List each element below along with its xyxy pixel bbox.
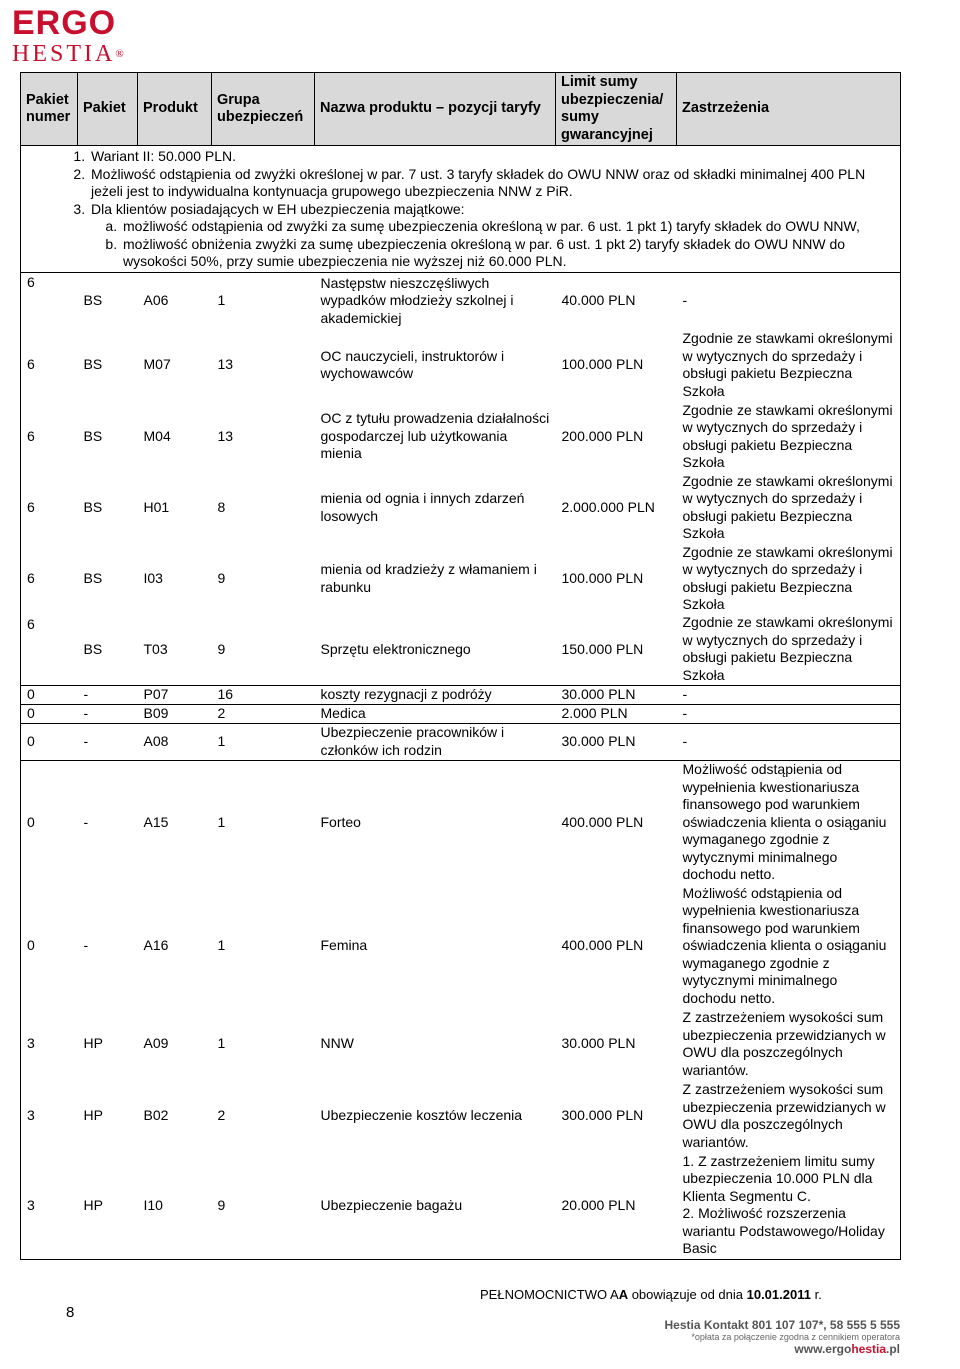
cell-zastrzezenia: Zgodnie ze stawkami określonymi w wytycznych do sprzedaży i obsługi pakietu Bezpieczna Szkoła (677, 614, 901, 685)
table-row (21, 272, 901, 329)
cell-limit: 30.000 PLN (556, 723, 677, 760)
cell-zastrzezenia: Możliwość odstąpienia od wypełnienia kwestionariusza finansowego pod warunkiem oświadczenia klienta o osiąganiu wymaganego zgodnie z wytycznymi minimalnego dochodu netto. (677, 760, 901, 884)
header-produkt: Produkt (138, 73, 212, 146)
cell-pakiet: - (78, 685, 138, 704)
cell-pakiet: - (78, 723, 138, 760)
header-grupa: Grupa ubezpieczeń (212, 73, 315, 146)
cell-produkt: I03 (143, 569, 163, 586)
note-1: 1. Wariant II: 50.000 PLN. (89, 148, 894, 166)
table-row (21, 1080, 901, 1152)
cell-grupa: 13 (217, 356, 234, 373)
cell-produkt: B09 (138, 704, 212, 723)
cell-limit: 30.000 PLN (556, 685, 677, 704)
table-header-row (21, 73, 901, 146)
cell-pakiet: - (78, 760, 138, 884)
cell-produkt: H01 (143, 498, 170, 515)
table-row (21, 1152, 901, 1259)
cell-nazwa: mienia od kradzieży z włamaniem i rabunku (320, 561, 537, 595)
cell-numer: 0 (21, 685, 78, 704)
cell-zastrzezenia: - (677, 704, 901, 723)
registered-mark: ® (115, 48, 127, 60)
ergo-hestia-logo (12, 6, 132, 68)
cell-grupa: 2 (217, 1107, 226, 1124)
cell-nazwa: Następstw nieszczęśliwych wypadków młodzieży szkolnej i akademickiej (315, 272, 556, 329)
cell-grupa: 1 (212, 272, 315, 329)
logo-hestia: HESTIA (12, 41, 116, 67)
header-pakiet: Pakiet (78, 73, 138, 146)
cell-grupa: 1 (217, 1035, 226, 1052)
cell-limit: 100.000 PLN (561, 569, 644, 586)
table-row (21, 1008, 901, 1080)
cell-zastrzezenia: Z zastrzeżeniem wysokości sum ubezpieczenia przewidzianych w OWU dla poszczególnych wariantów. (677, 1008, 901, 1080)
cell-grupa: 1 (212, 760, 315, 884)
note-3a: a. możliwość odstąpienia od zwyżki za sumę ubezpieczenia określoną w par. 6 ust. 1 pkt 1) taryfy składek do OWU NNW, (121, 218, 894, 236)
cell-limit: 400.000 PLN (561, 937, 644, 954)
cell-numer: 3 (21, 1008, 78, 1080)
cell-numer: 6 (21, 543, 78, 614)
table-row (21, 685, 901, 704)
cell-pakiet: BS (83, 569, 103, 586)
notes-list (53, 148, 894, 271)
website-link[interactable]: www.ergohestia.pl (794, 1342, 900, 1356)
cell-limit: 30.000 PLN (561, 1035, 636, 1052)
cell-zastrzezenia: Możliwość odstąpienia od wypełnienia kwestionariusza finansowego pod warunkiem oświadczenia klienta o osiąganiu wymaganego zgodnie z wytycznymi minimalnego dochodu netto. (677, 884, 901, 1008)
table-row (21, 543, 901, 614)
cell-zastrzezenia: - (677, 685, 901, 704)
cell-zastrzezenia: - (677, 723, 901, 760)
cell-zastrzezenia (677, 1152, 901, 1259)
cell-pakiet: BS (83, 498, 103, 515)
cell-nazwa: mienia od ognia i innych zdarzeń losowych (320, 490, 525, 524)
cell-produkt: T03 (143, 640, 168, 657)
cell-numer: 6 (21, 272, 78, 329)
table-row (21, 723, 901, 760)
cell-numer: 0 (21, 704, 78, 723)
cell-produkt: M04 (143, 427, 171, 444)
note-date: 10.01.2011 (746, 1287, 811, 1302)
cell-produkt: A08 (138, 723, 212, 760)
notes-row (21, 146, 901, 273)
table-row (21, 614, 901, 685)
cell-pakiet: HP (78, 1152, 138, 1259)
footer-validity-note (480, 1287, 822, 1302)
cell-produkt: A16 (143, 937, 169, 954)
zastrzezenie-line-1: 1. Z zastrzeżeniem limitu sumy ubezpieczenia 10.000 PLN dla Klienta Segmentu C. (682, 1152, 875, 1204)
cell-limit: 200.000 PLN (561, 427, 644, 444)
cell-pakiet: - (83, 937, 89, 954)
header-zastrzezenia: Zastrzeżenia (677, 73, 901, 146)
cell-pakiet: - (78, 704, 138, 723)
cell-grupa: 1 (212, 723, 315, 760)
cell-grupa: 13 (217, 427, 234, 444)
note-mid: obowiązuje od dnia (628, 1287, 747, 1302)
cell-limit: 400.000 PLN (556, 760, 677, 884)
cell-limit: 150.000 PLN (561, 640, 644, 657)
cell-pakiet: BS (83, 356, 103, 373)
contact-block (660, 1318, 900, 1356)
cell-pakiet: HP (83, 1035, 103, 1052)
cell-numer: 3 (21, 1080, 78, 1152)
cell-nazwa: OC nauczycieli, instruktorów i wychowawców (320, 347, 505, 381)
cell-numer: 6 (21, 401, 78, 472)
header-nazwa: Nazwa produktu – pozycji taryfy (315, 73, 556, 146)
cell-grupa: 2 (212, 704, 315, 723)
cell-produkt: A09 (143, 1035, 169, 1052)
cell-nazwa: Ubezpieczenie pracowników i członków ich rodzin (315, 723, 556, 760)
hotline-note: *opłata za połączenie zgodna z cennikiem operatora (691, 1332, 900, 1342)
cell-pakiet: BS (83, 640, 103, 657)
cell-grupa: 1 (217, 937, 226, 954)
cell-numer: 6 (21, 614, 78, 685)
cell-grupa: 16 (212, 685, 315, 704)
cell-produkt: P07 (138, 685, 212, 704)
zastrzezenie-line-2: 2. Możliwość rozszerzenia wariantu Podstawowego/Holiday Basic (682, 1205, 885, 1257)
cell-numer: 6 (21, 329, 78, 401)
note-prefix: PEŁNOMOCNICTWO A (480, 1287, 619, 1302)
tariff-table (20, 72, 901, 1260)
page-number: 8 (66, 1304, 75, 1321)
cell-pakiet: BS (83, 427, 103, 444)
cell-numer: 0 (21, 884, 78, 1008)
cell-zastrzezenia: Zgodnie ze stawkami określonymi w wytycznych do sprzedaży i obsługi pakietu Bezpieczna Szkoła (677, 329, 901, 401)
cell-grupa: 9 (212, 1152, 315, 1259)
cell-limit: 2.000 PLN (556, 704, 677, 723)
note-bold: A (618, 1287, 629, 1302)
note-3: Dla klientów posiadających w EH ubezpieczenia majątkowe: (91, 200, 465, 217)
header-limit: Limit sumy ubezpieczenia/ sumy gwarancyjnej (556, 73, 677, 146)
header-pakiet-numer: Pakiet numer (21, 73, 78, 146)
cell-nazwa: Sprzętu elektronicznego (320, 640, 471, 657)
cell-numer: 0 (21, 723, 78, 760)
cell-produkt: M07 (143, 356, 171, 373)
table-row (21, 401, 901, 472)
cell-pakiet: BS (78, 272, 138, 329)
hotline: Hestia Kontakt 801 107 107*, 58 555 5 555 (664, 1318, 900, 1332)
cell-produkt: A15 (138, 760, 212, 884)
cell-grupa: 9 (217, 640, 226, 657)
table-row (21, 329, 901, 401)
cell-zastrzezenia: Zgodnie ze stawkami określonymi w wytycznych do sprzedaży i obsługi pakietu Bezpieczna Szkoła (677, 543, 901, 614)
cell-nazwa: OC z tytułu prowadzenia działalności gospodarczej lub użytkowania mienia (320, 410, 550, 462)
table-row (21, 472, 901, 543)
cell-zastrzezenia: - (677, 272, 901, 329)
cell-nazwa: Medica (315, 704, 556, 723)
cell-nazwa: Femina (320, 937, 368, 954)
cell-limit: 100.000 PLN (561, 356, 644, 373)
note-suffix: r. (810, 1287, 822, 1302)
cell-zastrzezenia: Z zastrzeżeniem wysokości sum ubezpieczenia przewidzianych w OWU dla poszczególnych wariantów. (677, 1080, 901, 1152)
cell-pakiet: HP (83, 1107, 103, 1124)
cell-limit: 40.000 PLN (556, 272, 677, 329)
cell-numer: 0 (21, 760, 78, 884)
note-3b: b. możliwość obniżenia zwyżki za sumę ubezpieczenia określoną w par. 6 ust. 1 pkt 2) taryfy składek do OWU NNW do wysokości 50%, przy sumie ubezpieczenia nie wyższej niż 60.000 PLN. (121, 236, 894, 271)
cell-limit: 20.000 PLN (556, 1152, 677, 1259)
cell-grupa: 8 (217, 498, 226, 515)
cell-nazwa: Ubezpieczenie bagażu (315, 1152, 556, 1259)
cell-zastrzezenia: Zgodnie ze stawkami określonymi w wytycznych do sprzedaży i obsługi pakietu Bezpieczna Szkoła (677, 472, 901, 543)
cell-limit: 2.000.000 PLN (561, 498, 655, 515)
cell-nazwa: koszty rezygnacji z podróży (315, 685, 556, 704)
cell-produkt: B02 (143, 1107, 169, 1124)
table-row (21, 704, 901, 723)
cell-nazwa: NNW (320, 1035, 354, 1052)
table-row (21, 760, 901, 884)
cell-nazwa: Ubezpieczenie kosztów leczenia (320, 1107, 523, 1124)
cell-produkt: I10 (138, 1152, 212, 1259)
cell-numer: 3 (21, 1152, 78, 1259)
cell-limit: 300.000 PLN (561, 1107, 644, 1124)
logo-ergo: ERGO (12, 4, 117, 42)
cell-numer: 6 (21, 472, 78, 543)
table-row (21, 884, 901, 1008)
note-2: 2. Możliwość odstąpienia od zwyżki określonej w par. 7 ust. 3 taryfy składek do OWU NNW oraz od składki minimalnej 400 PLN jeżeli jest to indywidualna kontynuacja grupowego ubezpieczenia NNW z PiR. (89, 166, 894, 201)
cell-zastrzezenia: Zgodnie ze stawkami określonymi w wytycznych do sprzedaży i obsługi pakietu Bezpieczna Szkoła (677, 401, 901, 472)
cell-produkt: A06 (138, 272, 212, 329)
cell-nazwa: Forteo (315, 760, 556, 884)
cell-grupa: 9 (217, 569, 226, 586)
